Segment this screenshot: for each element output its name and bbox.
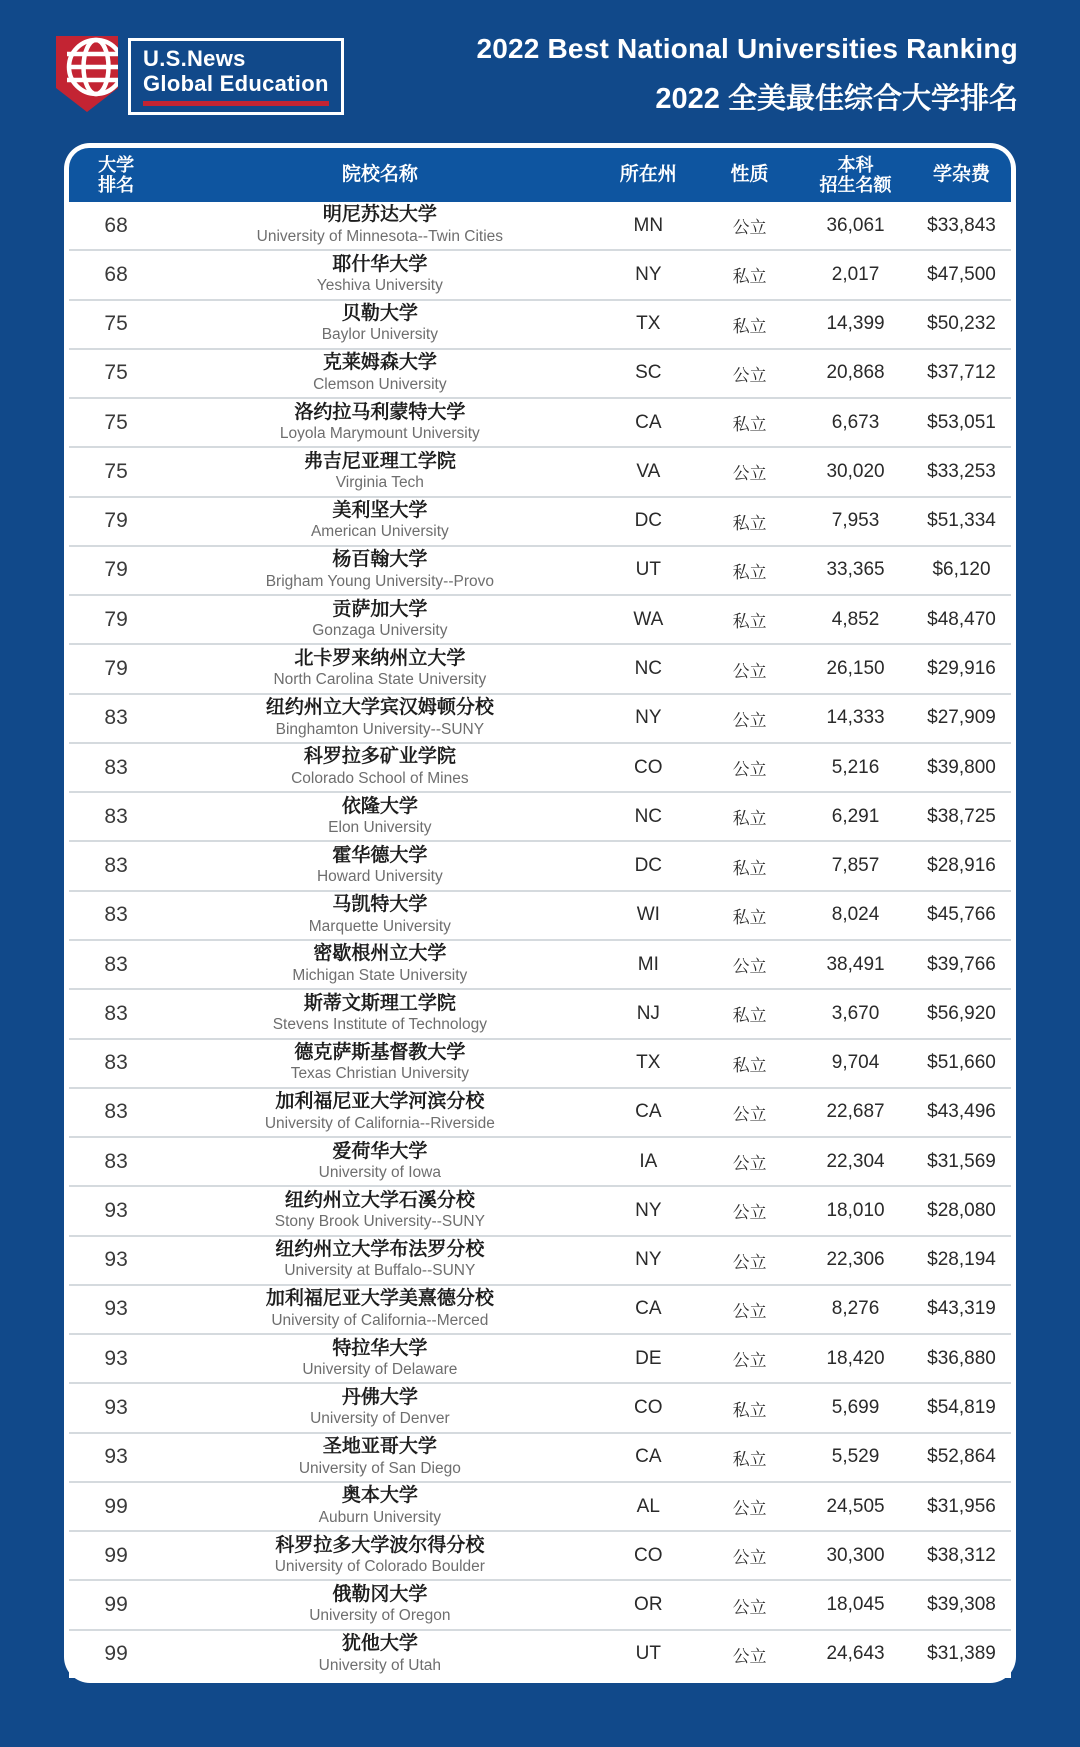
rank-cell: 99	[104, 1642, 128, 1666]
university-name-en: Baylor University	[321, 326, 438, 344]
university-cell	[163, 402, 596, 444]
type-cell: 私立	[732, 1055, 767, 1075]
university-name-zh: 纽约州立大学布法罗分校	[275, 1239, 485, 1261]
state-cell: CO	[634, 756, 663, 778]
university-cell	[163, 1239, 596, 1281]
university-cell	[163, 648, 596, 690]
university-name-en: Texas Christian University	[290, 1065, 469, 1083]
university-cell	[163, 894, 596, 936]
tuition-cell: $43,319	[927, 1298, 996, 1320]
tuition-cell: $50,232	[927, 313, 996, 335]
rank-cell: 79	[104, 509, 128, 533]
rank-cell: 99	[104, 1494, 128, 1518]
state-cell: CA	[635, 1101, 662, 1123]
rank-cell: 99	[104, 1593, 128, 1617]
university-cell	[163, 1485, 596, 1527]
rank-cell: 75	[104, 410, 128, 434]
tuition-cell: $31,956	[927, 1495, 996, 1517]
university-name-en: Clemson University	[313, 375, 447, 393]
tuition-cell: $48,470	[927, 608, 996, 630]
tuition-cell: $6,120	[932, 559, 991, 581]
state-cell: SC	[635, 362, 662, 384]
rank-cell: 68	[104, 262, 128, 286]
state-cell: DC	[634, 510, 663, 532]
table-row	[69, 1237, 1011, 1286]
type-cell: 公立	[732, 1154, 767, 1174]
university-cell	[163, 254, 596, 296]
state-cell: OR	[634, 1594, 663, 1616]
type-cell: 公立	[732, 1548, 767, 1568]
type-cell: 公立	[732, 1499, 767, 1519]
university-cell	[163, 845, 596, 887]
university-name-en: University of Utah	[318, 1656, 441, 1674]
university-name-en: University of Delaware	[302, 1360, 458, 1378]
enrollment-cell: 2,017	[831, 263, 880, 285]
enrollment-cell: 7,953	[831, 510, 880, 532]
university-name-en: North Carolina State University	[273, 671, 487, 689]
column-header-type: 性质	[730, 163, 769, 185]
university-name-zh: 圣地亚哥大学	[322, 1436, 437, 1458]
university-name-zh: 洛约拉马利蒙特大学	[294, 401, 466, 423]
university-cell	[163, 1584, 596, 1626]
type-cell: 私立	[732, 513, 767, 533]
table-row	[69, 744, 1011, 793]
tuition-cell: $53,051	[927, 411, 996, 433]
tuition-cell: $29,916	[927, 658, 996, 680]
type-cell: 公立	[732, 1351, 767, 1371]
type-cell: 私立	[732, 809, 767, 829]
university-name-en: Loyola Marymount University	[279, 424, 480, 442]
enrollment-cell: 36,061	[826, 214, 885, 236]
university-name-en: Auburn University	[318, 1508, 441, 1526]
type-cell: 私立	[732, 1449, 767, 1469]
state-cell: NY	[635, 1249, 662, 1271]
table-row	[69, 547, 1011, 596]
page-title-chinese: 2022 全美最佳综合大学排名	[655, 83, 1018, 115]
tuition-cell: $27,909	[927, 707, 996, 729]
enrollment-cell: 8,024	[831, 904, 880, 926]
page-title	[476, 33, 1018, 117]
state-cell: NY	[635, 1199, 662, 1221]
table-row	[69, 350, 1011, 399]
page-title-english: 2022 Best National Universities Ranking	[476, 33, 1018, 64]
table-row	[69, 941, 1011, 990]
logo-brand-line1: U.S.News	[143, 46, 246, 71]
university-cell	[163, 500, 596, 542]
type-cell: 私立	[732, 858, 767, 878]
state-cell: TX	[636, 313, 661, 335]
enrollment-cell: 4,852	[831, 608, 880, 630]
university-name-zh: 丹佛大学	[341, 1386, 418, 1408]
type-cell: 公立	[732, 760, 767, 780]
rank-cell: 83	[104, 755, 128, 779]
enrollment-cell: 3,670	[831, 1002, 880, 1024]
table-row	[69, 1040, 1011, 1089]
state-cell: DE	[635, 1347, 662, 1369]
table-row	[69, 1532, 1011, 1581]
state-cell: CA	[635, 411, 662, 433]
state-cell: WA	[633, 608, 664, 630]
state-cell: UT	[635, 559, 661, 581]
column-header-enrollment: 本科 招生名额	[819, 154, 892, 195]
enrollment-cell: 18,420	[826, 1347, 885, 1369]
tuition-cell: $43,496	[927, 1101, 996, 1123]
university-name-en: Yeshiva University	[316, 277, 443, 295]
rank-cell: 93	[104, 1297, 128, 1321]
rank-cell: 83	[104, 1149, 128, 1173]
table-row	[69, 842, 1011, 891]
type-cell: 私立	[732, 267, 767, 287]
tuition-cell: $52,864	[927, 1446, 996, 1468]
rank-cell: 83	[104, 804, 128, 828]
tuition-cell: $45,766	[927, 904, 996, 926]
university-name-en: Michigan State University	[292, 966, 468, 984]
enrollment-cell: 22,304	[826, 1150, 885, 1172]
page-header	[0, 0, 1080, 143]
university-cell	[163, 204, 596, 246]
university-name-en: University of California--Riverside	[264, 1114, 495, 1132]
table-row	[69, 793, 1011, 842]
university-name-en: University of Denver	[310, 1410, 450, 1428]
university-name-zh: 科罗拉多矿业学院	[303, 746, 456, 768]
tuition-cell: $33,843	[927, 214, 996, 236]
enrollment-cell: 8,276	[831, 1298, 880, 1320]
rank-cell: 79	[104, 558, 128, 582]
university-name-zh: 马凯特大学	[332, 894, 428, 916]
column-header-name: 院校名称	[341, 163, 418, 185]
university-name-en: Howard University	[316, 868, 443, 886]
tuition-cell: $39,766	[927, 953, 996, 975]
rank-cell: 93	[104, 1248, 128, 1272]
tuition-cell: $56,920	[927, 1002, 996, 1024]
type-cell: 公立	[732, 1104, 767, 1124]
type-cell: 私立	[732, 1006, 767, 1026]
tuition-cell: $47,500	[927, 263, 996, 285]
table-row	[69, 1384, 1011, 1433]
enrollment-cell: 22,687	[826, 1101, 885, 1123]
rank-cell: 68	[104, 213, 128, 237]
rank-cell: 75	[104, 312, 128, 336]
university-name-zh: 美利坚大学	[332, 500, 428, 522]
university-name-zh: 依隆大学	[341, 795, 418, 817]
type-cell: 私立	[732, 415, 767, 435]
state-cell: NY	[635, 263, 662, 285]
rank-cell: 93	[104, 1445, 128, 1469]
university-name-en: Stony Brook University--SUNY	[274, 1213, 485, 1231]
university-name-en: Gonzaga University	[312, 622, 448, 639]
university-cell	[163, 1141, 596, 1183]
university-name-en: University of San Diego	[298, 1459, 461, 1477]
university-name-zh: 克莱姆森大学	[322, 352, 437, 374]
table-row	[69, 1089, 1011, 1138]
university-cell	[163, 1387, 596, 1429]
enrollment-cell: 24,505	[826, 1495, 885, 1517]
tuition-cell: $38,312	[927, 1544, 996, 1566]
rank-cell: 83	[104, 1100, 128, 1124]
tuition-cell: $28,194	[927, 1249, 996, 1271]
university-name-en: Brigham Young University--Provo	[265, 572, 494, 590]
state-cell: NC	[634, 805, 663, 827]
enrollment-cell: 6,291	[831, 805, 880, 827]
table-row	[69, 1631, 1011, 1678]
university-cell	[163, 796, 596, 838]
tuition-cell: $37,712	[927, 362, 996, 384]
type-cell: 公立	[732, 1301, 767, 1321]
state-cell: CA	[635, 1446, 662, 1468]
type-cell: 公立	[732, 661, 767, 681]
university-cell	[163, 303, 596, 345]
university-cell	[163, 697, 596, 739]
tuition-cell: $39,308	[927, 1594, 996, 1616]
enrollment-cell: 18,045	[826, 1594, 885, 1616]
state-cell: DC	[634, 855, 663, 877]
table-row	[69, 251, 1011, 300]
state-cell: VA	[636, 460, 661, 482]
type-cell: 公立	[732, 1597, 767, 1617]
state-cell: WI	[636, 904, 660, 926]
university-name-zh: 霍华德大学	[332, 844, 428, 866]
university-name-en: University of Colorado Boulder	[274, 1558, 485, 1576]
tuition-cell: $36,880	[927, 1347, 996, 1369]
university-name-zh: 斯蒂文斯理工学院	[303, 992, 456, 1014]
usnews-logo	[54, 34, 344, 115]
university-name-zh: 密歇根州立大学	[313, 943, 447, 965]
university-name-en: University of Iowa	[318, 1163, 441, 1181]
enrollment-cell: 7,857	[831, 855, 880, 877]
university-name-en: Marquette University	[308, 917, 451, 935]
university-name-zh: 纽约州立大学宾汉姆顿分校	[265, 697, 494, 719]
table-row	[69, 1434, 1011, 1483]
table-row	[69, 1286, 1011, 1335]
tuition-cell: $31,569	[927, 1150, 996, 1172]
university-name-en: American University	[310, 523, 449, 541]
university-cell	[163, 943, 596, 985]
type-cell: 公立	[732, 218, 767, 238]
logo-brand-line2: Global Education	[143, 70, 329, 96]
university-name-zh: 北卡罗来纳州立大学	[294, 647, 466, 669]
table-body	[69, 202, 1011, 1678]
state-cell: IA	[639, 1150, 658, 1172]
type-cell: 私立	[732, 1400, 767, 1420]
rank-cell: 83	[104, 1001, 128, 1025]
globe-shield-icon	[54, 34, 120, 114]
table-row	[69, 1138, 1011, 1187]
state-cell: AL	[636, 1495, 660, 1517]
state-cell: MI	[637, 953, 659, 975]
enrollment-cell: 6,673	[831, 411, 880, 433]
rank-cell: 79	[104, 607, 128, 631]
rank-cell: 75	[104, 361, 128, 385]
university-name-en: University at Buffalo--SUNY	[284, 1262, 476, 1280]
university-name-en: University of Minnesota--Twin Cities	[256, 227, 504, 245]
enrollment-cell: 38,491	[826, 953, 885, 975]
university-cell	[163, 451, 596, 493]
table-row	[69, 1335, 1011, 1384]
type-cell: 私立	[732, 907, 767, 927]
tuition-cell: $38,725	[927, 805, 996, 827]
university-cell	[163, 1535, 596, 1577]
type-cell: 私立	[732, 562, 767, 582]
university-name-zh: 特拉华大学	[332, 1337, 428, 1359]
rank-cell: 83	[104, 903, 128, 927]
university-cell	[163, 1042, 596, 1084]
state-cell: CO	[634, 1544, 663, 1566]
type-cell: 公立	[732, 1646, 767, 1666]
type-cell: 公立	[732, 464, 767, 484]
logo-text-box	[128, 38, 344, 115]
tuition-cell: $51,334	[927, 510, 996, 532]
table-row	[69, 301, 1011, 350]
enrollment-cell: 24,643	[826, 1643, 885, 1665]
university-cell	[163, 599, 596, 641]
tuition-cell: $51,660	[927, 1052, 996, 1074]
column-header-rank: 大学 排名	[98, 154, 135, 195]
type-cell: 公立	[732, 710, 767, 730]
university-name-zh: 杨百翰大学	[332, 549, 428, 571]
university-name-en: Colorado School of Mines	[291, 769, 469, 787]
state-cell: UT	[635, 1643, 661, 1665]
enrollment-cell: 20,868	[826, 362, 885, 384]
enrollment-cell: 5,699	[831, 1397, 880, 1418]
column-header-tuition: 学杂费	[932, 163, 990, 185]
university-name-zh: 加利福尼亚大学河滨分校	[275, 1091, 485, 1113]
ranking-table	[64, 143, 1016, 1683]
university-cell	[163, 1288, 596, 1330]
enrollment-cell: 14,333	[826, 707, 885, 729]
table-row	[69, 990, 1011, 1039]
table-row	[69, 695, 1011, 744]
table-row	[69, 1581, 1011, 1630]
type-cell: 公立	[732, 957, 767, 977]
type-cell: 公立	[732, 1203, 767, 1223]
state-cell: MN	[633, 214, 664, 236]
type-cell: 私立	[732, 612, 767, 632]
table-row	[69, 498, 1011, 547]
university-name-zh: 爱荷华大学	[332, 1140, 428, 1162]
table-header-row	[69, 148, 1011, 202]
table-row	[69, 1483, 1011, 1532]
university-name-en: Elon University	[328, 819, 432, 837]
type-cell: 公立	[732, 1252, 767, 1272]
university-cell	[163, 993, 596, 1035]
state-cell: NJ	[636, 1002, 660, 1024]
university-cell	[163, 1091, 596, 1133]
rank-cell: 93	[104, 1198, 128, 1222]
university-name-zh: 德克萨斯基督教大学	[294, 1041, 466, 1063]
university-cell	[163, 549, 596, 591]
university-cell	[163, 746, 596, 788]
university-name-zh: 科罗拉多大学波尔得分校	[275, 1534, 485, 1556]
university-cell	[163, 1436, 596, 1478]
university-name-zh: 奥本大学	[341, 1485, 418, 1507]
rank-cell: 83	[104, 706, 128, 730]
table-row	[69, 1187, 1011, 1236]
university-name-en: University of California--Merced	[271, 1311, 489, 1329]
enrollment-cell: 26,150	[826, 658, 885, 680]
column-header-state: 所在州	[619, 163, 677, 185]
logo-red-underline	[143, 101, 329, 106]
state-cell: CO	[634, 1397, 663, 1418]
table-row	[69, 448, 1011, 497]
enrollment-cell: 30,020	[826, 460, 885, 482]
university-cell	[163, 1190, 596, 1232]
table-row	[69, 202, 1011, 251]
university-name-zh: 贝勒大学	[341, 303, 418, 324]
enrollment-cell: 9,704	[831, 1052, 880, 1074]
tuition-cell: $54,819	[927, 1397, 996, 1418]
rank-cell: 93	[104, 1346, 128, 1370]
rank-cell: 79	[104, 657, 128, 681]
university-name-zh: 俄勒冈大学	[332, 1583, 428, 1605]
tuition-cell: $39,800	[927, 756, 996, 778]
type-cell: 私立	[732, 316, 767, 336]
rank-cell: 99	[104, 1543, 128, 1567]
tuition-cell: $28,916	[927, 855, 996, 877]
university-name-zh: 弗吉尼亚理工学院	[303, 450, 456, 472]
university-cell	[163, 1633, 596, 1675]
state-cell: TX	[636, 1052, 661, 1074]
state-cell: CA	[635, 1298, 662, 1320]
enrollment-cell: 18,010	[826, 1199, 885, 1221]
university-name-zh: 耶什华大学	[332, 253, 428, 275]
rank-cell: 93	[104, 1396, 128, 1419]
tuition-cell: $33,253	[927, 460, 996, 482]
university-name-zh: 贡萨加大学	[332, 598, 428, 620]
tuition-cell: $28,080	[927, 1199, 996, 1221]
enrollment-cell: 5,216	[831, 756, 880, 778]
university-cell	[163, 352, 596, 394]
university-name-zh: 明尼苏达大学	[322, 204, 437, 226]
enrollment-cell: 30,300	[826, 1544, 885, 1566]
type-cell: 公立	[732, 365, 767, 385]
tuition-cell: $31,389	[927, 1643, 996, 1665]
state-cell: NY	[635, 707, 662, 729]
rank-cell: 83	[104, 952, 128, 976]
table-row	[69, 892, 1011, 941]
university-name-en: Virginia Tech	[335, 474, 424, 492]
university-cell	[163, 1338, 596, 1380]
table-row	[69, 399, 1011, 448]
university-name-zh: 犹他大学	[341, 1633, 418, 1655]
rank-cell: 83	[104, 854, 128, 878]
rank-cell: 75	[104, 459, 128, 483]
table-row	[69, 645, 1011, 694]
enrollment-cell: 22,306	[826, 1249, 885, 1271]
enrollment-cell: 5,529	[831, 1446, 880, 1468]
enrollment-cell: 14,399	[826, 313, 885, 335]
state-cell: NC	[634, 658, 663, 680]
university-name-en: Binghamton University--SUNY	[275, 720, 485, 738]
university-name-zh: 纽约州立大学石溪分校	[284, 1189, 475, 1211]
table-row	[69, 596, 1011, 645]
rank-cell: 83	[104, 1051, 128, 1075]
enrollment-cell: 33,365	[826, 559, 885, 581]
university-name-zh: 加利福尼亚大学美熹德分校	[265, 1288, 494, 1310]
university-name-en: University of Oregon	[309, 1607, 451, 1625]
university-name-en: Stevens Institute of Technology	[272, 1016, 487, 1034]
